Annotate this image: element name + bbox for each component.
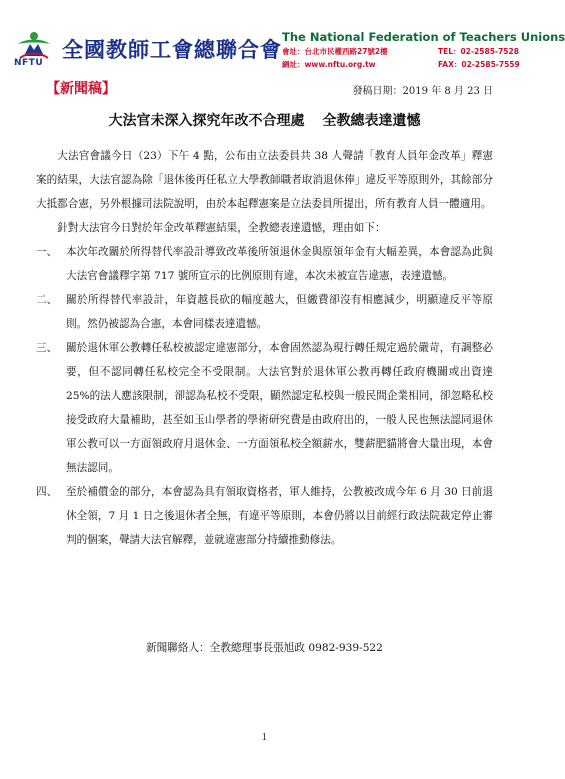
- press-release-title: [0, 110, 529, 130]
- org-name-chinese: 全國教師工會總聯合會: [62, 38, 282, 62]
- tel-value: 02-2585-7528: [460, 47, 519, 56]
- org-tel: [438, 46, 519, 57]
- web-value: www.nftu.org.tw: [304, 60, 376, 69]
- tel-label: TEL：: [438, 47, 461, 56]
- press-release-tag: 【新聞稿】: [46, 81, 116, 97]
- org-fax: [438, 59, 520, 70]
- org-name-english: The National Federation of Teachers Unions: [282, 30, 565, 44]
- list-item: [36, 240, 493, 288]
- lead-paragraph: 針對大法官今日對於年金改革釋憲結果，全教總表達遺憾，理由如下：: [57, 222, 386, 234]
- press-contact: 新聞聯絡人：全教總理事長張旭政 0982-939-522: [146, 642, 383, 654]
- list-item-text: 本次年改關於所得替代率設計導致改革後所領退休金與原領年金有大幅差異，本會認為此與大法官會議釋字第 717 號所宣示的比例原則有違，本次未被宣告違憲，表達遺憾。: [66, 246, 493, 282]
- list-item: [36, 480, 493, 552]
- intro-paragraph: 大法官會議今日（23）下午 4 點，公布由立法委員共 38 人聲請「教育人員年金改革」釋憲案的結果，大法官認為除「退休後再任私立大學教師職者取消退休俸」違反平等原則外，其餘部分大抵都合憲，另外根據司法院說明，由於本起釋憲案是立法委員所提出，所有教育人員一體適用。: [36, 150, 493, 210]
- list-item-number: 二、: [36, 294, 58, 306]
- logo-text: NFTU: [14, 58, 44, 68]
- list-item-number: 四、: [36, 486, 58, 498]
- page-number: 1: [261, 733, 268, 743]
- title-part-1: 大法官未深入探究年改不合理處: [108, 113, 305, 129]
- press-release-body: [36, 144, 493, 552]
- list-item-text: 關於所得替代率設計，年資越長砍的幅度越大，但繳費卻沒有相應減少，明顯違反平等原則。然仍被認為合憲，本會同樣表達遺憾。: [66, 294, 493, 330]
- list-item: [36, 336, 493, 480]
- fax-label: FAX：: [438, 60, 462, 69]
- title-part-2: 全教總表達遺憾: [322, 113, 421, 129]
- org-website: [282, 59, 376, 70]
- fax-value: 02-2585-7559: [461, 60, 520, 69]
- list-item: [36, 288, 493, 336]
- address-value: 台北市民權西路27號2樓: [304, 47, 388, 56]
- address-label: 會址：: [282, 47, 305, 56]
- web-label: 網址：: [282, 60, 305, 69]
- list-item-text: 關於退休軍公教轉任私校被認定違憲部分，本會固然認為現行轉任規定過於嚴苛，有調整必要，但不認同轉任私校完全不受限制。大法官對於退休軍公教再轉任政府機關或出資達 25%的法人應該限制，卻認為私校不受限，顯然認定私校與一般民間企業相同，卻忽略私校接受政府大量補助，甚至如玉山學者的學術研究費是由政府出的，一般人民也無法認同退休軍公教可以一方面領政府月退休金、一方面領私校全額薪水，雙薪肥貓將會大量出現，本會無法認同。: [66, 342, 493, 474]
- list-item-text: 至於補償金的部分，本會認為具有領取資格者，軍人維持，公教被改成今年 6 月 30 日前退休全領，7 月 1 日之後退休者全無，有違平等原則，本會仍將以目前經行政法院裁定停止審判的個案，聲請大法官解釋，並就違憲部分持續推動修法。: [66, 486, 493, 546]
- list-item-number: 三、: [36, 342, 58, 354]
- letterhead: [0, 0, 565, 70]
- org-address: [282, 46, 388, 57]
- release-date: 發稿日期：2019 年 8 月 23 日: [352, 86, 493, 97]
- list-item-number: 一、: [36, 246, 58, 258]
